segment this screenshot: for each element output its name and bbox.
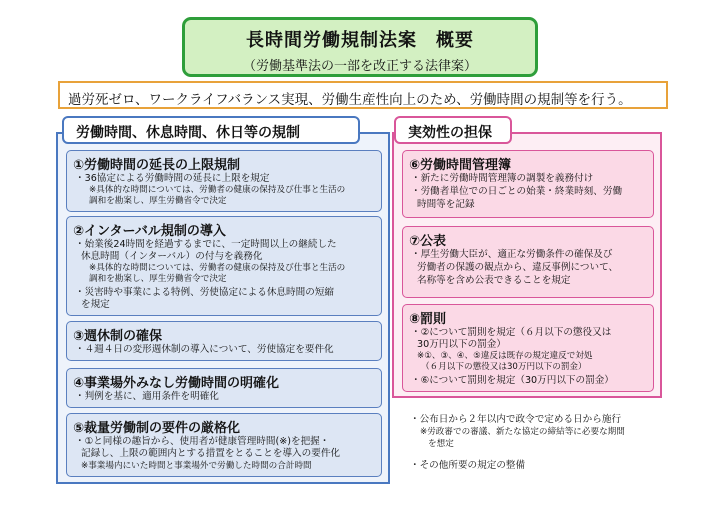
card-item-1 (66, 150, 382, 212)
card-line: ・災害時や事業による特例、労使協定による休息時間の短縮 (75, 287, 335, 298)
card-line: ・①と同様の趣旨から、使用者が健康管理時間(※)を把握・ (75, 436, 330, 447)
card-note: ※具体的な時間については、労働者の健康の保持及び仕事と生活の (89, 263, 346, 273)
card-heading: ①労働時間の延長の上限規制 (73, 158, 241, 173)
card-note: ※具体的な時間については、労働者の健康の保持及び仕事と生活の (89, 185, 346, 195)
footer-note: ※労政審での審議、新たな協定の締結等に必要な期間 (420, 427, 625, 437)
footer-line: ・その他所要の規定の整備 (410, 460, 526, 471)
card-item-5 (66, 413, 382, 477)
card-line: 労働者の保護の観点から、違反事例について、 (417, 262, 619, 273)
card-heading: ③週休制の確保 (73, 329, 163, 344)
card-line: ・36協定による労働時間の延長に上限を規定 (75, 173, 270, 184)
footer-line: ・公布日から２年以内で政令で定める日から施行 (410, 414, 622, 425)
card-heading: ④事業場外みなし労働時間の明確化 (73, 376, 280, 391)
card-note: ※①、③、④、⑤違反は既存の規定違反で対処 (417, 351, 593, 361)
card-heading: ⑥労働時間管理簿 (409, 158, 512, 173)
card-line: ・４週４日の変形週休制の導入について、労使協定を要件化 (75, 344, 334, 355)
card-line: ・判例を基に、適用条件を明確化 (75, 391, 219, 402)
card-item-2 (66, 216, 382, 316)
card-item-4 (66, 368, 382, 408)
title-box (182, 17, 538, 77)
card-line: ・⑥について罰則を規定（30万円以下の罰金） (411, 375, 614, 386)
page-subtitle: （労働基準法の一部を改正する法律案） (242, 59, 477, 74)
card-heading: ⑦公表 (409, 234, 447, 249)
card-line: 30万円以下の罰金） (417, 339, 506, 350)
card-heading: ②インターバル規制の導入 (73, 224, 226, 239)
card-line: 記録し、上限の範囲内とする措置をとることを導入の要件化 (81, 448, 341, 459)
card-note: 調和を勘案し、厚生労働省令で決定 (89, 274, 227, 284)
card-heading: ⑤裁量労働制の要件の厳格化 (73, 421, 241, 436)
card-note: ※事業場内にいた時間と事業場外で労働した時間の合計時間 (81, 461, 312, 471)
card-heading: ⑧罰則 (409, 312, 447, 327)
card-line: ・始業後24時間を経過するまでに、一定時間以上の継続した (75, 239, 337, 250)
card-note: （６月以下の懲役又は30万円以下の罰金） (421, 362, 587, 372)
left-heading: 労働時間、休息時間、休日等の規制 (62, 116, 360, 144)
card-line: 名称等を含め公表できることを規定 (417, 275, 571, 286)
card-line: 休息時間（インターバル）の付与を義務化 (81, 251, 263, 262)
card-item-7 (402, 226, 654, 298)
card-note: 調和を勘案し、厚生労働省令で決定 (89, 196, 227, 206)
footer-note: を想定 (428, 439, 454, 449)
card-line: ・労働者単位での日ごとの始業・終業時刻、労働 (411, 186, 623, 197)
right-heading: 実効性の担保 (394, 116, 512, 144)
card-line: ・②について罰則を規定（６月以下の懲役又は (411, 327, 612, 338)
card-item-6 (402, 150, 654, 218)
card-line: ・厚生労働大臣が、適正な労働条件の確保及び (411, 249, 613, 260)
card-line: 時間等を記録 (417, 199, 475, 210)
purpose-banner: 過労死ゼロ、ワークライフバランス実現、労働生産性向上のため、労働時間の規制等を行う。 (58, 81, 668, 109)
card-line: を規定 (81, 299, 110, 310)
card-line: ・新たに労働時間管理簿の調製を義務付け (411, 173, 594, 184)
card-item-3 (66, 321, 382, 361)
page-title: 長時間労働規制法案 概要 (246, 30, 474, 51)
card-item-8 (402, 304, 654, 392)
